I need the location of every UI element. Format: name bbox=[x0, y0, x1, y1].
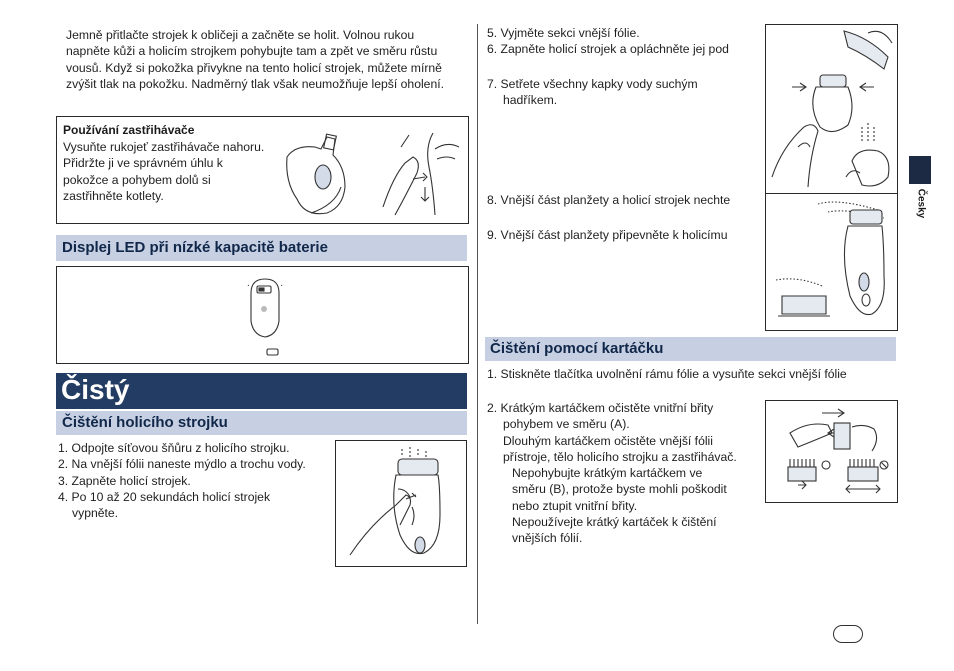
language-tab-label: Česky bbox=[915, 188, 927, 219]
shaver-washing-illustration bbox=[340, 445, 462, 562]
brush-clean-heading: Čištění pomocí kartáčku bbox=[490, 340, 664, 357]
clean-title-bar bbox=[56, 373, 467, 409]
list-item: vnějších fólií. bbox=[512, 531, 583, 546]
shaver-clean-heading: Čištění holicího strojku bbox=[62, 414, 228, 431]
right-steps-a bbox=[487, 25, 762, 58]
clean-title: Čistý bbox=[61, 374, 130, 405]
column-divider bbox=[477, 24, 478, 624]
trimmer-illustration bbox=[275, 127, 465, 219]
foil-drying-illustration bbox=[768, 196, 895, 328]
step-8: 8. Vnější část planžety a holicí strojek nechte bbox=[487, 193, 731, 207]
list-item: 2. Na vnější fólii naneste mýdlo a trochu vody. bbox=[58, 457, 306, 472]
page-number-badge bbox=[833, 625, 863, 643]
language-tab bbox=[909, 156, 931, 184]
led-heading: Displej LED při nízké kapacitě baterie bbox=[62, 239, 328, 256]
brush-step-1: 1. Stiskněte tlačítka uvolnění rámu fólie a vysuňte sekci vnější fólie bbox=[487, 367, 847, 381]
brush-image bbox=[765, 400, 898, 503]
list-item: 5. Vyjměte sekci vnější fólie. bbox=[487, 26, 640, 40]
brush-step-2 bbox=[487, 400, 767, 547]
led-box bbox=[56, 266, 469, 364]
led-illustration bbox=[245, 275, 293, 359]
brush-clean-heading-bar bbox=[485, 337, 896, 361]
list-item: směru (B), protože byste mohli poškodit bbox=[512, 482, 727, 497]
list-item: Nepoužívejte krátký kartáček k čištění bbox=[512, 515, 717, 530]
shaver-clean-heading-bar bbox=[56, 411, 467, 435]
list-item: nebo ztupit vnitřní břity. bbox=[512, 498, 638, 513]
trimmer-box bbox=[56, 116, 469, 224]
list-item: 1. Odpojte síťovou šňůru z holicího strojku. bbox=[58, 441, 290, 455]
list-item: 6. Zapněte holicí strojek a opláchněte jej pod bbox=[487, 42, 729, 57]
foil-removal-image bbox=[765, 24, 898, 194]
intro-paragraph: Jemně přitlačte strojek k obličeji a začněte se holit. Volnou rukou napněte kůži a holicím strojkem pohybujte tam a zpět ve směru růstu vousů. Když si pokožka přivykne na tento holicí strojek, můžete mírně zvýšit tlak na pokožku. Nadměrný tlak však neumožňuje lepší oholení. bbox=[66, 28, 445, 91]
list-item: 2. Krátkým kartáčkem očistěte vnitřní břity bbox=[487, 401, 714, 415]
list-item: Dlouhým kartáčkem očistěte vnější fólii bbox=[503, 433, 713, 448]
list-item: Nepohybujte krátkým kartáčkem ve bbox=[512, 466, 703, 481]
shaver-clean-steps bbox=[58, 440, 338, 521]
trimmer-title: Používání zastřihávače bbox=[63, 123, 195, 137]
list-item: vypněte. bbox=[72, 506, 119, 521]
list-item: 4. Po 10 až 20 sekundách holicí strojek bbox=[58, 489, 271, 504]
list-item: pohybem ve směru (A). bbox=[503, 417, 630, 432]
brush-illustration bbox=[768, 403, 895, 500]
list-item: 3. Zapněte holicí strojek. bbox=[58, 473, 191, 488]
list-item: hadříkem. bbox=[503, 93, 558, 108]
list-item: přístroje, tělo holicího strojku a zastřihávač. bbox=[503, 449, 737, 464]
shaver-clean-image bbox=[335, 440, 467, 567]
step-9: 9. Vnější část planžety připevněte k holicímu bbox=[487, 228, 728, 242]
foil-attach-image bbox=[765, 193, 898, 331]
list-item: 7. Setřete všechny kapky vody suchým bbox=[487, 77, 698, 91]
led-heading-bar bbox=[56, 235, 467, 261]
right-steps-b bbox=[487, 76, 762, 109]
foil-rinse-illustration bbox=[768, 27, 895, 191]
trimmer-text: Vysuňte rukojeť zastřihávače nahoru. Přidržte ji ve správném úhlu k pokožce a pohybem dolů si zastřihněte kotlety. bbox=[63, 140, 265, 203]
